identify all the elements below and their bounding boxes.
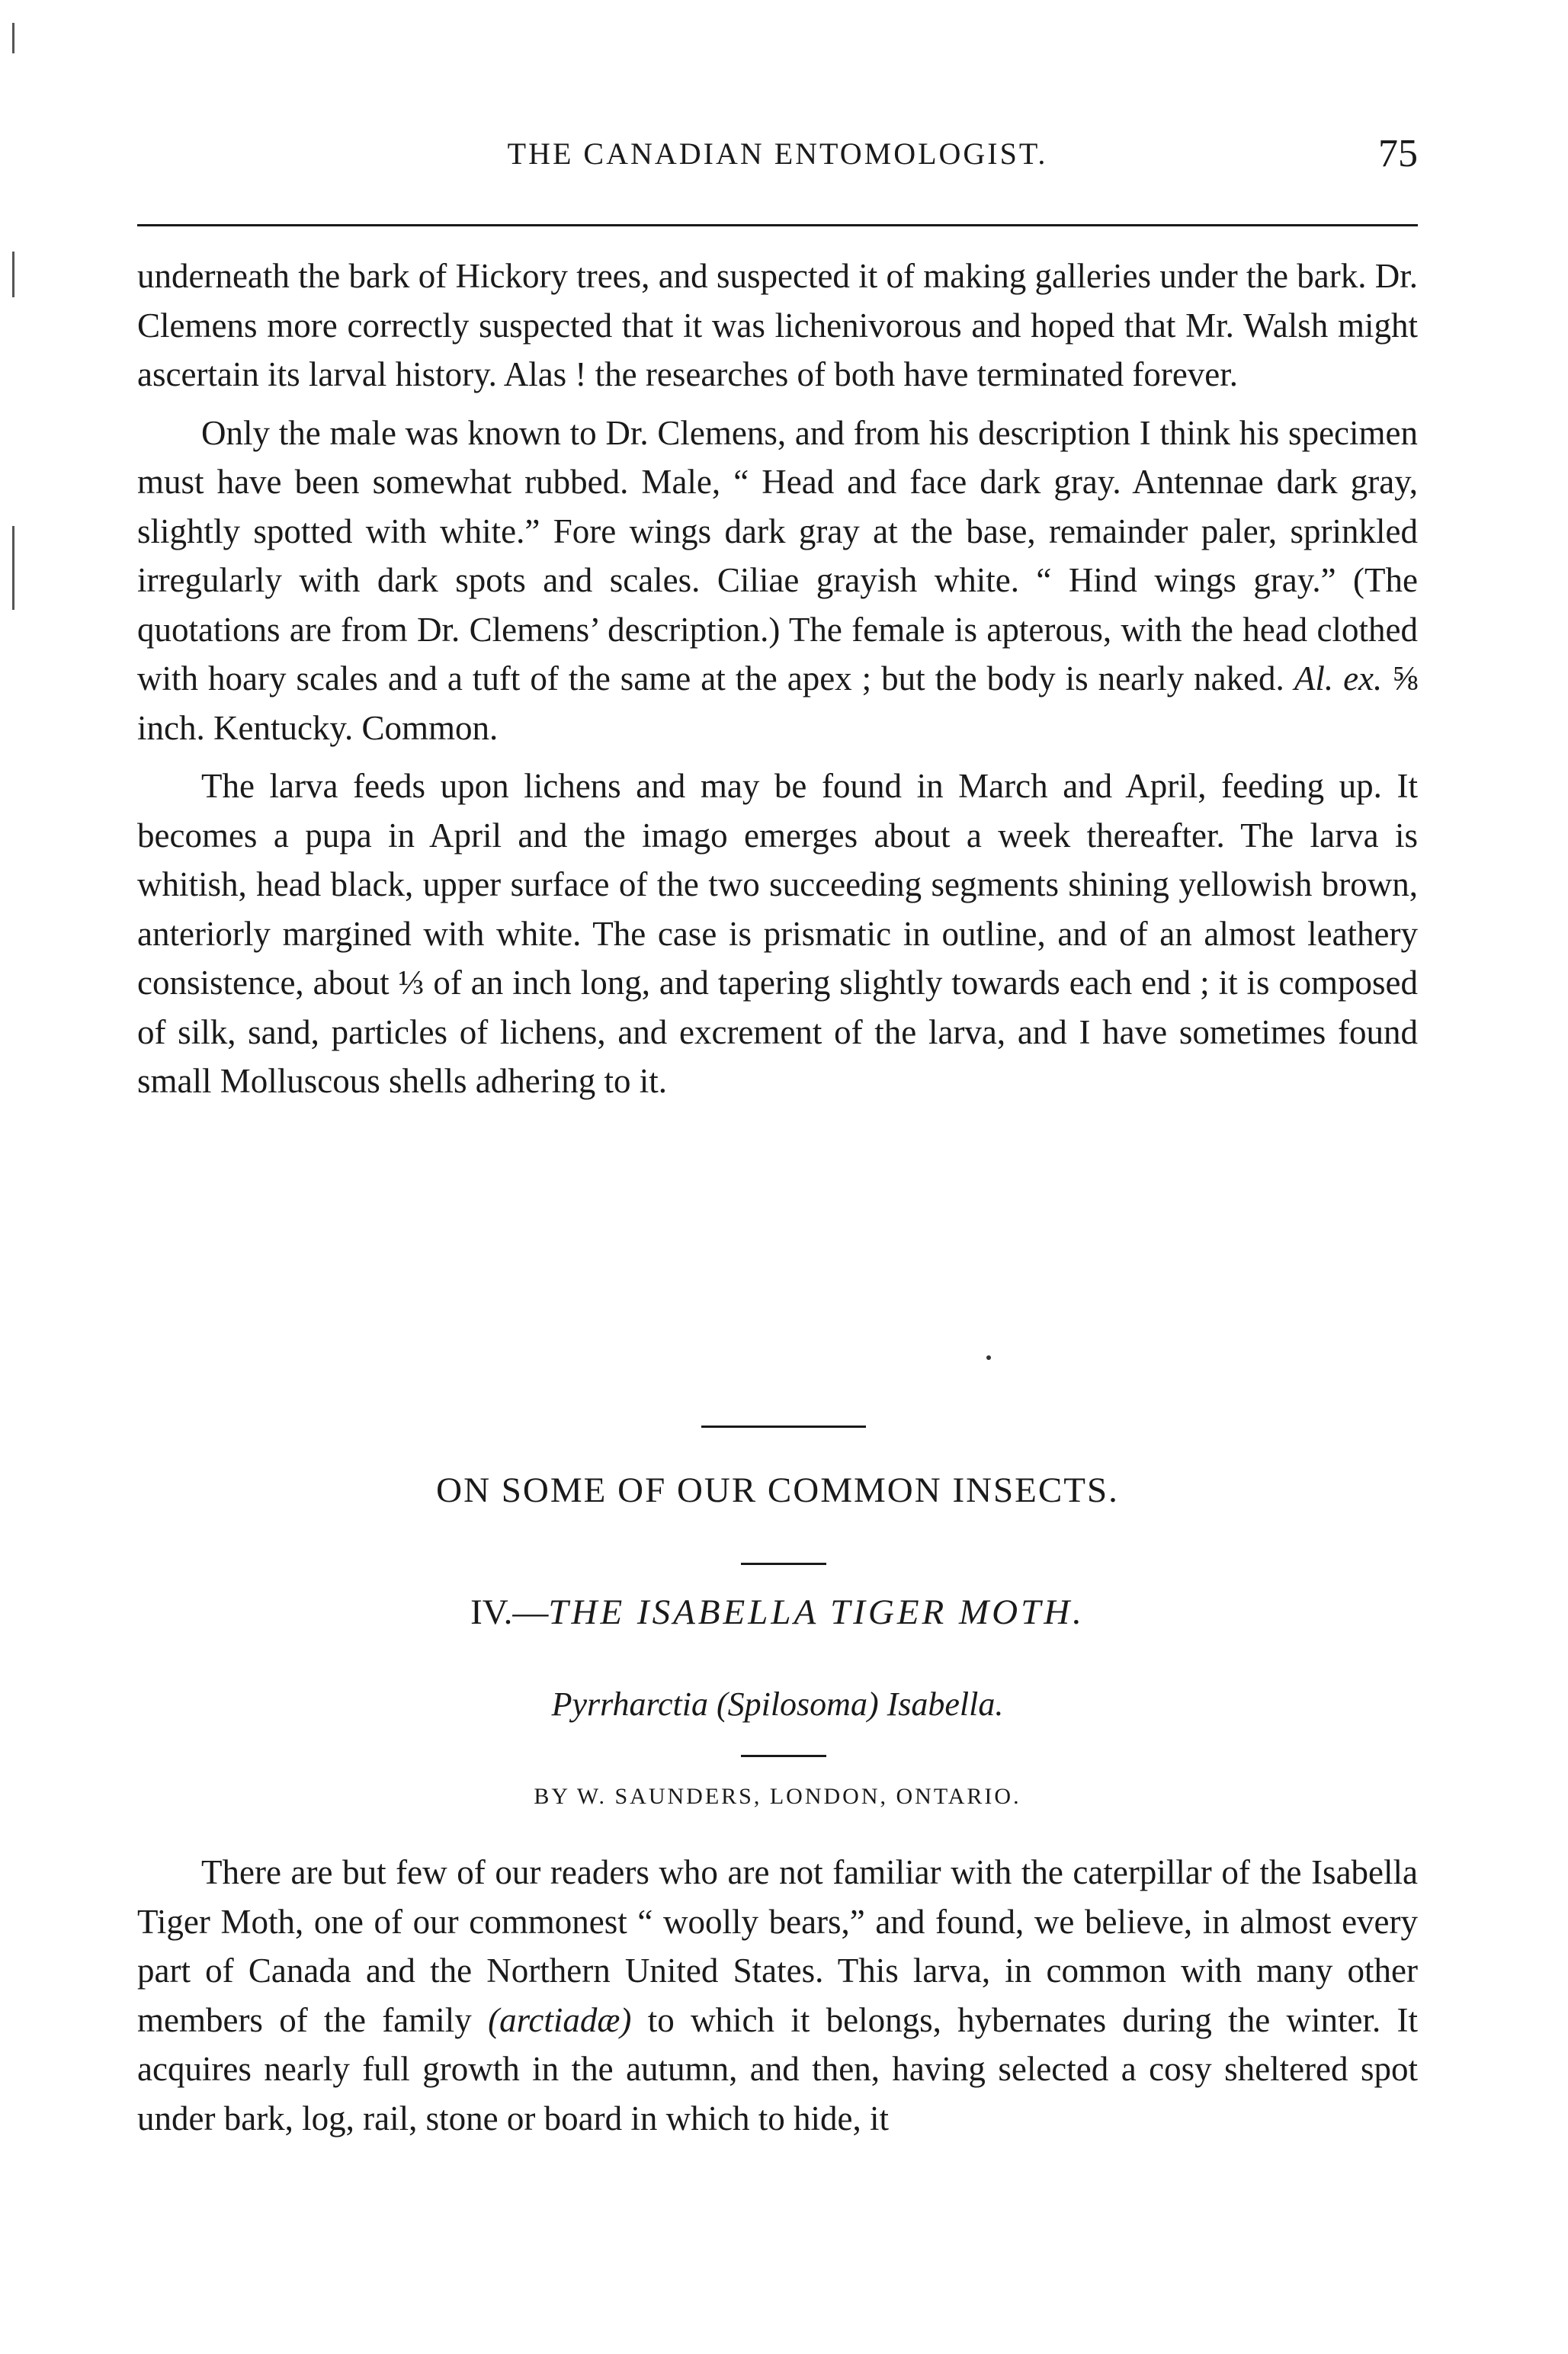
article-subtitle bbox=[137, 1592, 1418, 1633]
paragraph-text: The larva feeds upon lichens and may be found in March and April, feeding up. It becomes a pupa in April and the imago emerges about a week thereafter. The larva is whitish, head black, upper surface of the two succeeding segments shining yellowish brown, anteriorly margined with white. The case is prismatic in outline, and of an almost leathery consistence, about bbox=[137, 767, 1418, 1002]
margin-mark bbox=[12, 23, 14, 53]
expanse-value: ⅝ inch. bbox=[137, 659, 1419, 747]
page-header bbox=[137, 132, 1418, 181]
case-length: ⅓ bbox=[398, 964, 425, 1002]
margin-mark bbox=[12, 526, 14, 610]
paragraph bbox=[137, 762, 1418, 1106]
margin-mark bbox=[12, 252, 14, 297]
family-name: (arctiadæ) bbox=[488, 2000, 632, 2039]
article-subtitle-text: THE ISABELLA TIGER MOTH. bbox=[548, 1592, 1085, 1632]
paragraph-text: Only the male was known to Dr. Clemens, and from his description I think his specimen must have been somewhat rubbed. Male, “ Head and face dark gray. Antennae dark gray, slightly spotted with white.” Fore wings dark gray at the base, remainder paler, sprinkled irregularly with dark spots and scales. Ciliae grayish white. “ Hind wings gray.” (The quotations are from Dr. Clemens’ description.) The female is apterous, with the head clothed with hoary scales and a tuft of the same at the apex ; but the body is nearly naked. bbox=[137, 413, 1418, 698]
byline: BY W. SAUNDERS, LONDON, ONTARIO. bbox=[534, 1784, 1021, 1809]
page-number: 75 bbox=[1378, 132, 1418, 175]
article-body bbox=[137, 1848, 1418, 2143]
paragraph bbox=[137, 1848, 1418, 2143]
section-text bbox=[137, 252, 1418, 1106]
paragraph bbox=[137, 409, 1418, 753]
title-rule bbox=[741, 1563, 826, 1565]
print-speck bbox=[986, 1355, 991, 1360]
running-head: THE CANADIAN ENTOMOLOGIST. bbox=[507, 136, 1048, 171]
article-number: IV.— bbox=[470, 1592, 549, 1632]
article-title: ON SOME OF OUR COMMON INSECTS. bbox=[436, 1470, 1119, 1510]
section-divider bbox=[701, 1426, 866, 1428]
paragraph-tail: Kentucky. Common. bbox=[213, 708, 499, 747]
header-rule bbox=[137, 224, 1418, 226]
paragraph-text: of an inch long, and tapering slightly towards each end ; it is composed of silk, sand, particles of lichens, and excrement of the larva, and I have sometimes found small Molluscous shells adhering to it. bbox=[137, 964, 1419, 1100]
species-rule bbox=[741, 1755, 826, 1757]
paragraph: underneath the bark of Hickory trees, and suspected it of making galleries under the bark. Dr. Clemens more correctly suspected that it was lichenivorous and hoped that Mr. Walsh might ascertain its larval history. Alas ! the researches of both have terminated forever. bbox=[137, 257, 1418, 393]
paragraph-text: to which it belongs, hybernates during the winter. It acquires nearly full growth in the autumn, and then, having selected a cosy sheltered spot under bark, log, rail, stone or board in which to hide, it bbox=[137, 2000, 1418, 2138]
expanse-label: Al. ex. bbox=[1294, 659, 1383, 698]
paragraph-text: There are but few of our readers who are not familiar with the caterpillar of the Isabella Tiger Moth, one of our commonest “ woolly bears,” and found, we believe, in almost every part of Canada and the Northern United States. This larva, in common with many other members of the family bbox=[137, 1853, 1418, 2039]
species-name: Pyrrharctia (Spilosoma) Isabella. bbox=[551, 1685, 1004, 1723]
